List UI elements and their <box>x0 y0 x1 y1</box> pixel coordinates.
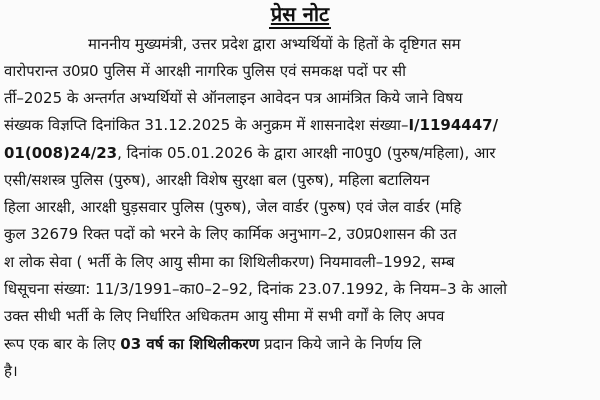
body-line-4 <box>4 114 600 136</box>
body-line-5-text: , दिनांक 05.01.2026 के द्वारा आरक्षी ना0पु0 (पुरुष/महिला), आर <box>117 144 496 162</box>
body-line-12 <box>4 333 600 355</box>
body-line-3: र्ती–2025 के अन्तर्गत अभ्यर्थियों से ऑनलाइन आवेदन पत्र आमंत्रित किये जाने विषय <box>4 89 463 107</box>
body-line-12-text-end: प्रदान किये जाने के निर्णय लि <box>259 335 422 353</box>
body-line-13: है। <box>4 362 18 380</box>
body-line-10: धिसूचना संख्या: 11/3/1991–का0–2–92, दिनांक 23.07.1992, के नियम–3 के आलो <box>4 280 508 298</box>
body-line-5-order-number: 01(008)24/23 <box>4 144 118 162</box>
body-line-1: माननीय मुख्यमंत्री, उत्तर प्रदेश द्वारा अभ्यर्थियों के हितों के दृष्टिगत सम <box>88 35 461 53</box>
body-line-9: श लोक सेवा ( भर्ती के लिए आयु सीमा का शिथिलीकरण) नियमावली–1992, सम्ब <box>4 253 455 271</box>
body-line-12-text: रूप एक बार के लिए <box>4 335 121 353</box>
body-line-8: कुल 32679 रिक्त पदों को भरने के लिए कार्मिक अनुभाग–2, उ0प्र0शासन की उत <box>4 225 457 243</box>
body-line-5 <box>4 142 600 164</box>
body-line-4-order-number: I/1194447/ <box>408 116 499 134</box>
body-line-11: उक्त सीधी भर्ती के लिए निर्धारित अधिकतम आयु सीमा में सभी वर्गों के लिए अपव <box>4 307 445 325</box>
document-title: प्रेस नोट <box>269 2 331 29</box>
body-line-2: वारोपरान्त उ0प्र0 पुलिस में आरक्षी नागरिक पुलिस एवं समकक्ष पदों पर सी <box>4 62 407 80</box>
body-line-4-text: संख्यक विज्ञप्ति दिनांकित 31.12.2025 के अनुक्रम में शासनादेश संख्या– <box>4 116 409 134</box>
title-container <box>0 2 600 29</box>
body-line-7: हिला आरक्षी, आरक्षी घुड़सवार पुलिस (पुरुष), जेल वार्डर (पुरुष) एवं जेल वार्डर (महि <box>4 198 462 216</box>
age-relaxation-highlight: 03 वर्ष का शिथिलीकरण <box>120 335 260 353</box>
body-line-6: एसी/सशस्त्र पुलिस (पुरुष), आरक्षी विशेष सुरक्षा बल (पुरुष), महिला बटालियन <box>4 171 430 189</box>
